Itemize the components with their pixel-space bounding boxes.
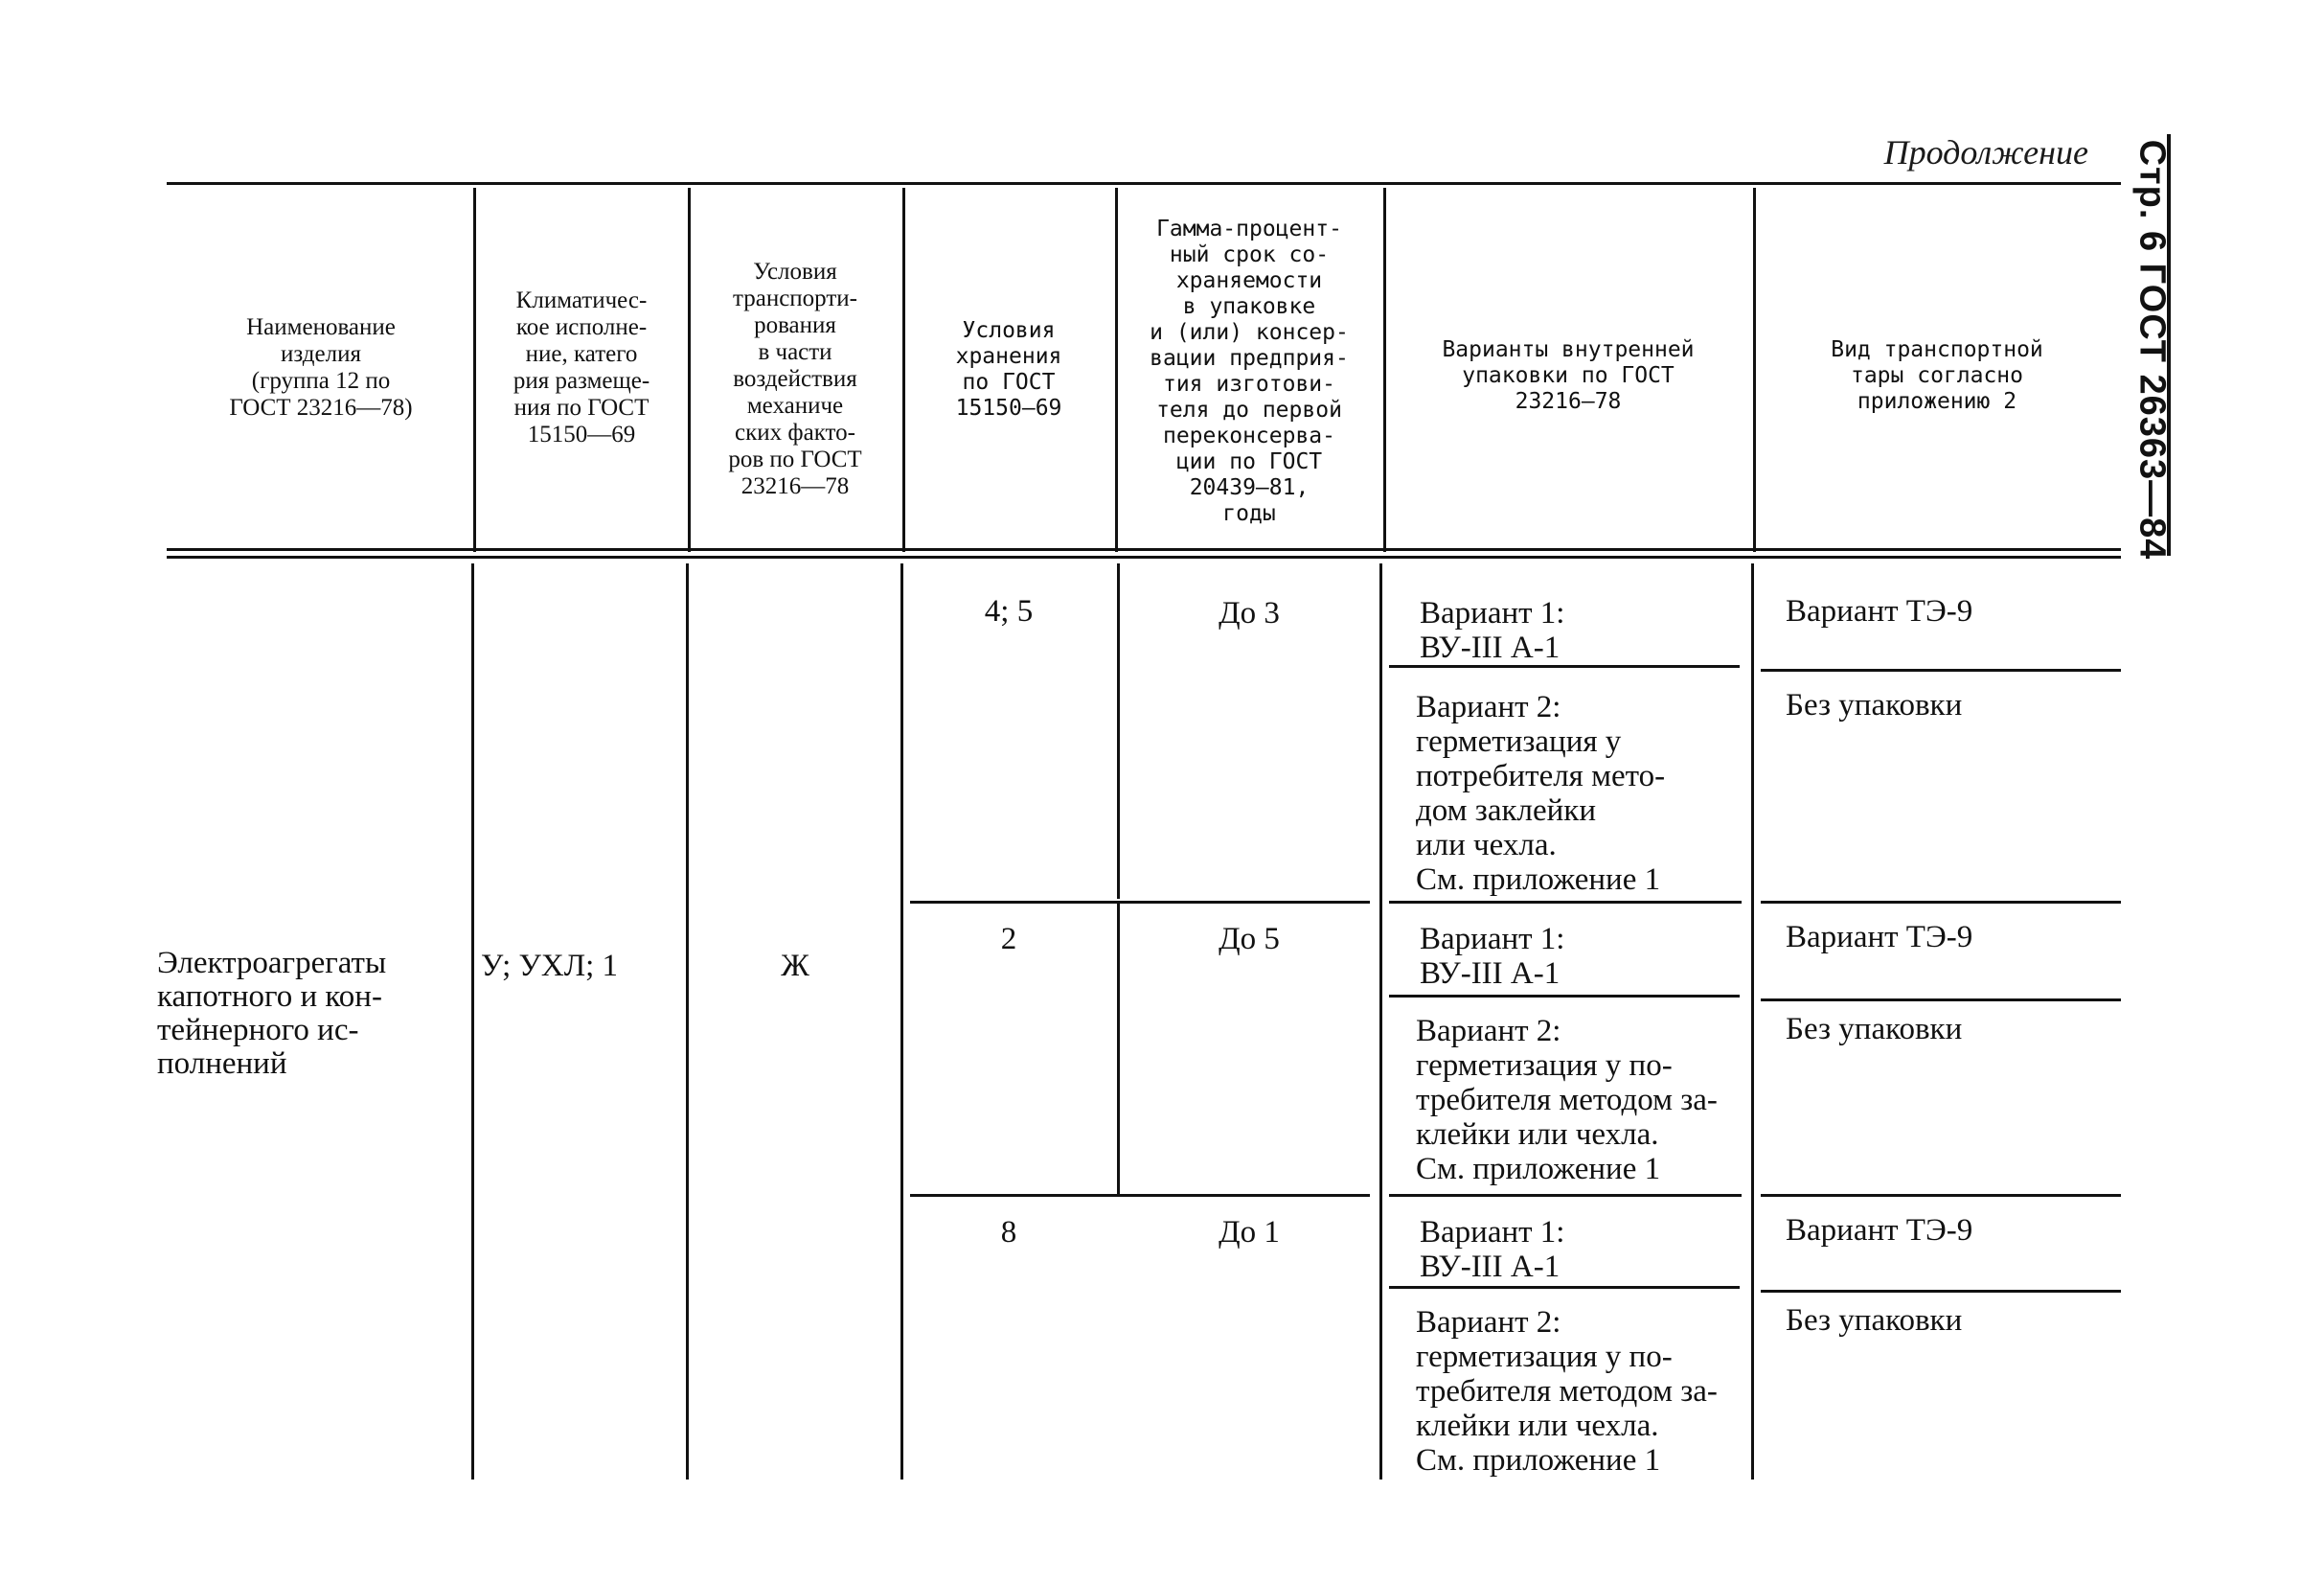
group-sep-1c (1761, 901, 2121, 904)
body-rule-5 (1379, 563, 1382, 1480)
tare-variant-3-1: Вариант ТЭ-9 (1786, 1213, 1973, 1248)
col-header-transport: Условия транспорти- рования в части воздействия механиче ских факто- ров по ГОСТ 23216—78 (728, 259, 862, 499)
body-rule-2 (686, 563, 689, 1480)
pack-variant-3-2: Вариант 2: герметизация у по- требителя методом за- клейки или чехла. См. приложение 1 (1416, 1305, 1718, 1478)
group-sep-1b (1389, 901, 1742, 904)
col-rule-6 (1753, 188, 1756, 552)
body-rule-3 (900, 563, 903, 1480)
col-header-packing: Варианты внутренней упаковки по ГОСТ 23216—78 (1442, 337, 1695, 414)
tare-variant-2-2: Без упаковки (1786, 1012, 1963, 1046)
pack-variant-2-2: Вариант 2: герметизация у по- требителя методом за- клейки или чехла. См. приложение 1 (1416, 1014, 1718, 1186)
header-bottom-rule-2 (167, 556, 2121, 559)
continuation-label: Продолжение (1883, 133, 2088, 172)
side-header (2125, 139, 2178, 561)
table-top-rule (167, 182, 2121, 185)
pack-variant-1-2: Вариант 2: герметизация у потребителя мето- дом заклейки или чехла. См. приложение 1 (1416, 690, 1666, 897)
col-header-name: Наименование изделия (группа 12 по ГОСТ 23216—78) (229, 314, 413, 421)
body-rule-6 (1751, 563, 1754, 1480)
climate-value: У; УХЛ; 1 (481, 949, 619, 983)
col-rule-3 (902, 188, 905, 552)
product-name: Электроагрегаты капотного и кон- тейнерного ис- полнений (157, 946, 387, 1081)
pack-variant-2-1: Вариант 1: ВУ-III А-1 (1420, 922, 1565, 991)
body-rule-4b (1117, 903, 1120, 1196)
header-bottom-rule (167, 548, 2121, 551)
side-header-text: Стр. 6 ГОСТ 26363—84 (2131, 139, 2173, 561)
tare-variant-3-2: Без упаковки (1786, 1303, 1963, 1338)
col-rule-4 (1115, 188, 1118, 552)
pack-variant-1-1: Вариант 1: ВУ-III А-1 (1420, 596, 1565, 665)
term-value-1: До 3 (1219, 596, 1280, 631)
col-header-term: Гамма-процент- ный срок со- храняемости в упаковке и (или) консер- вации предприя- тия изготови- теля до первой переконсерва- ции по ГОСТ 20439—81, годы (1150, 217, 1349, 526)
variant-sep-2 (1389, 995, 1740, 998)
storage-value-3: 8 (1000, 1215, 1017, 1250)
col-header-storage: Условия хранения по ГОСТ 15150—69 (955, 318, 1062, 421)
col-rule-1 (473, 188, 476, 552)
col-rule-5 (1383, 188, 1386, 552)
group-sep-2c (1761, 1194, 2121, 1197)
body-rule-4 (1117, 563, 1120, 899)
transport-value: Ж (781, 949, 809, 983)
tare-variant-1-2: Без упаковки (1786, 688, 1963, 723)
group-sep-2 (910, 1194, 1370, 1197)
term-value-2: До 5 (1219, 922, 1280, 956)
storage-value-1: 4; 5 (984, 594, 1034, 629)
term-value-3: До 1 (1219, 1215, 1280, 1250)
col-header-climate: Климатичес- кое исполне- ние, катего рия размеще- ния по ГОСТ 15150—69 (513, 287, 650, 447)
variant-sep-3 (1389, 1286, 1740, 1289)
body-rule-1 (471, 563, 474, 1480)
pack-variant-3-1: Вариант 1: ВУ-III А-1 (1420, 1215, 1565, 1284)
variant-sep-3t (1761, 1290, 2121, 1293)
variant-sep-1t (1761, 669, 2121, 672)
storage-value-2: 2 (1000, 922, 1017, 956)
variant-sep-2t (1761, 998, 2121, 1001)
group-sep-1 (910, 901, 1370, 904)
col-header-tare: Вид транспортной тары согласно приложению 2 (1831, 337, 2043, 414)
tare-variant-1-1: Вариант ТЭ-9 (1786, 594, 1973, 629)
group-sep-2b (1389, 1194, 1742, 1197)
col-rule-2 (688, 188, 691, 552)
variant-sep-1 (1389, 665, 1740, 668)
tare-variant-2-1: Вариант ТЭ-9 (1786, 920, 1973, 954)
